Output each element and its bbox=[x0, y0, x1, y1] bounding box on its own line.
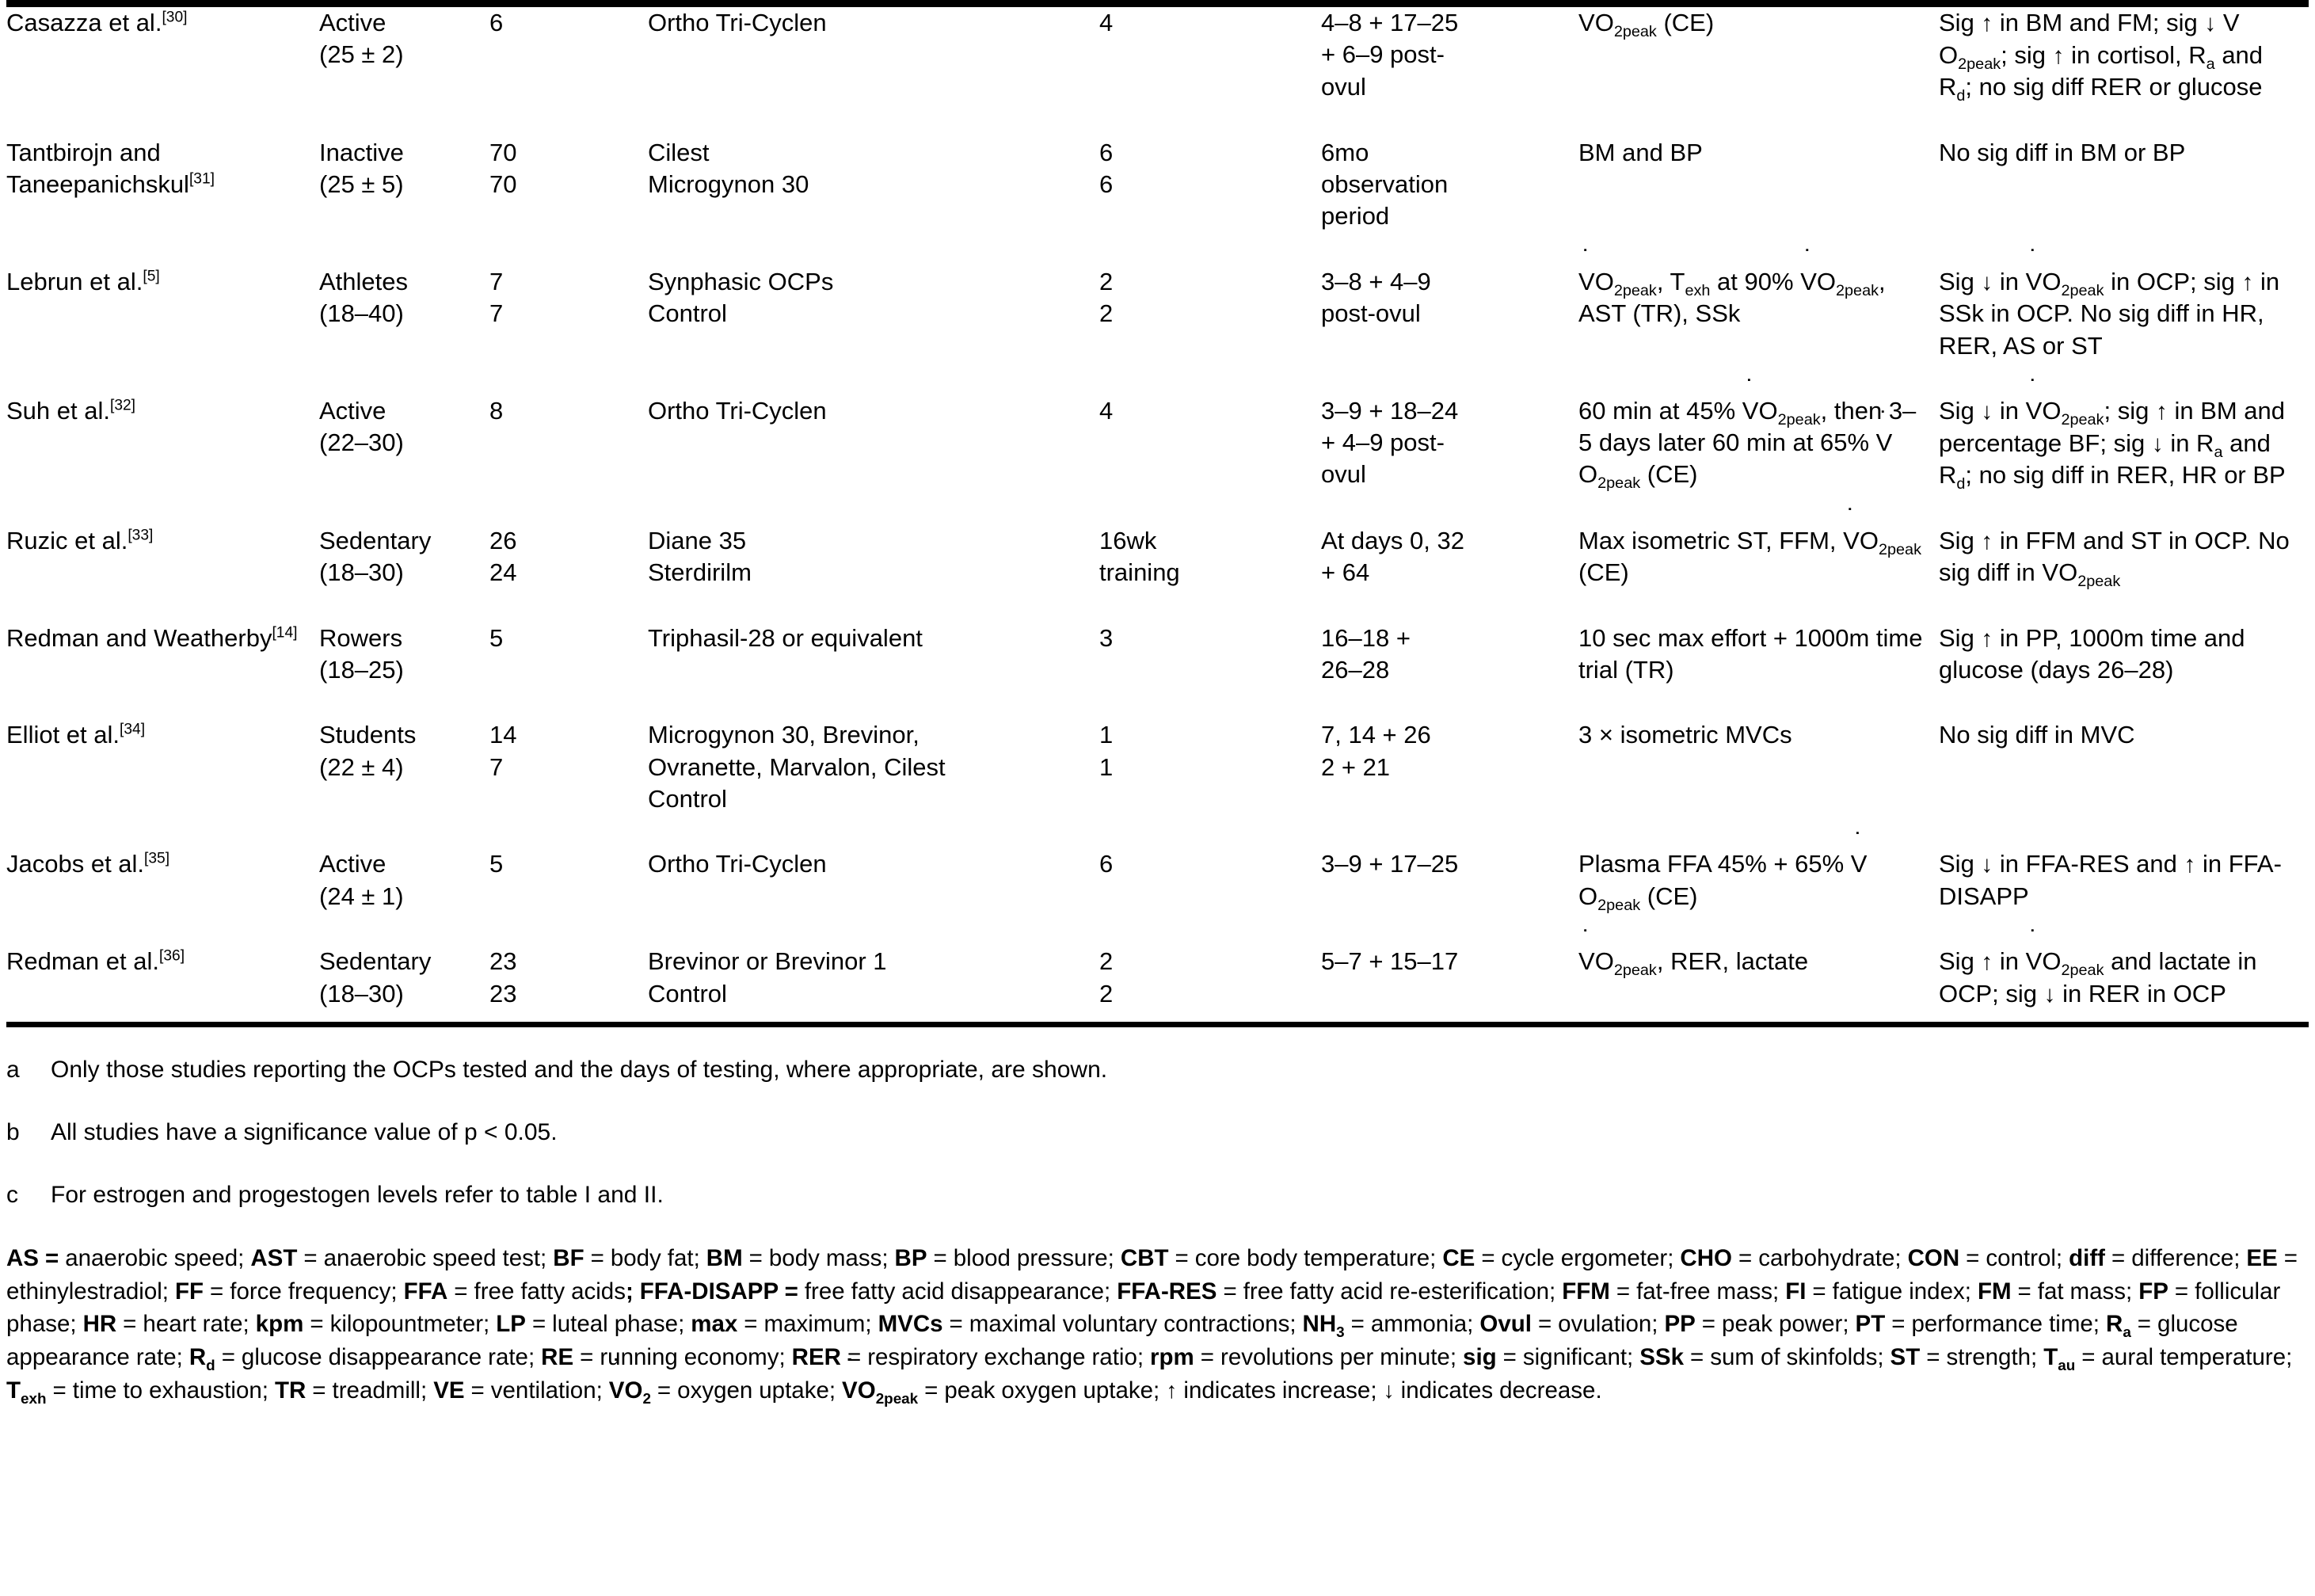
studies-table-body bbox=[6, 7, 2309, 1019]
cell-ocp: Diane 35 Sterdirilm bbox=[648, 526, 752, 586]
cell-ocp: Triphasil-28 or equivalent bbox=[648, 623, 923, 652]
cell-study: Casazza et al.[30] bbox=[6, 9, 188, 36]
footnote-marker: b bbox=[6, 1118, 20, 1145]
cell-days: 16–18 + 26–28 bbox=[1321, 623, 1411, 684]
cell-ocp: Ortho Tri-Cyclen bbox=[648, 850, 827, 878]
table-row bbox=[6, 7, 2309, 137]
cell-days: 4–8 + 17–25 + 6–9 post- ovul bbox=[1321, 9, 1459, 101]
footnote-text: Only those studies reporting the OCPs tested and the days of testing, where appropriate, are shown. bbox=[51, 1056, 1108, 1083]
cell-months: 4 bbox=[1099, 396, 1114, 425]
abbreviations-block: AS = anaerobic speed; AST = anaerobic speed test; BF = body fat; BM = body mass; BP = blood pressure; CBT = core body temperature; CE = cycle ergometer; CHO = carbohydrate; CON = control; diff = difference; EE = ethinylestradiol; FF = force frequency; FFA = free fatty acids; FFA-DISAPP = free fatty acid disappearance; FFA-RES = free fatty acid re-esterification; FFM = fat-free mass; FI = fatigue index; FM = fat mass; FP = follicular phase; HR = heart rate; kpm = kilopountmeter; LP = luteal phase; max = maximum; MVCs = maximal voluntary contractions; $NH_3$ = ammonia; Ovul = ovulation; PP = peak power; PT = performance time; $R_a = glucose$ appearance rate; $R_d = glucose$ disappearance rate; RE = running economy; RER = respiratory exchange ratio; rpm = revolutions per minute; sig = significant; SSk = sum of skinfolds; ST = strength; $T_{au}$ = aural temperature; $T_{exh}$ = time to exhaustion; TR = treadmill; VE = ventilation; ˙ $VO_2$ = oxygen uptake; ˙ $VO_{2peak}$ = peak oxygen uptake; ↑ indicates increase; ↓ indicates decrease. bbox=[6, 1242, 2309, 1407]
cell-subjects: Active (24 ± 1) bbox=[319, 850, 404, 910]
studies-table bbox=[6, 7, 2309, 1019]
cell-study: Jacobs et al.[35] bbox=[6, 850, 170, 878]
cell-results: Sig ↓ in ˙ $VO_{2peak}$; sig ↑ in BM and percentage BF; sig ↓ in $R_a$ and $R_d$; no sig diff in RER, HR or BP bbox=[1939, 395, 2309, 525]
cell-results: No sig diff in BM or BP bbox=[1939, 138, 2186, 166]
footnote-marker: a bbox=[6, 1056, 20, 1083]
table-row bbox=[6, 525, 2309, 623]
cell-measurements: BM and BP bbox=[1578, 138, 1703, 166]
cell-n: 26 24 bbox=[489, 526, 517, 586]
cell-study: Ruzic et al.[33] bbox=[6, 526, 154, 554]
cell-results: Sig ↑ in ˙ $VO_{2peak}$ and lactate in OCP; sig ↓ in RER in OCP bbox=[1939, 946, 2309, 1018]
cell-subjects: Athletes (18–40) bbox=[319, 267, 409, 327]
cell-n: 8 bbox=[489, 396, 504, 425]
cell-results: Sig ↑ in FFM and ST in OCP. No sig diff in ˙ $VO_{2peak}$ bbox=[1939, 525, 2309, 623]
footnote bbox=[6, 1054, 2309, 1085]
cell-n: 5 bbox=[489, 623, 504, 652]
cell-months: 4 bbox=[1099, 9, 1114, 36]
cell-months: 6 bbox=[1099, 850, 1114, 878]
cell-subjects: Active (22–30) bbox=[319, 396, 404, 457]
cell-n: 23 23 bbox=[489, 947, 517, 1007]
cell-results: No sig diff in MVC bbox=[1939, 721, 2135, 749]
cell-measurements: 10 sec max effort + 1000m time trial (TR) bbox=[1578, 623, 1923, 684]
cell-study: Suh et al.[32] bbox=[6, 396, 136, 425]
cell-study: Redman and Weatherby[14] bbox=[6, 623, 298, 652]
cell-subjects: Sedentary (18–30) bbox=[319, 526, 432, 586]
table-bottom-rule bbox=[6, 1022, 2309, 1027]
cell-results: Sig ↓ in FFA-RES and ↑ in FFA-DISAPP bbox=[1939, 850, 2282, 911]
footnote bbox=[6, 1117, 2309, 1148]
cell-study: Elliot et al.[34] bbox=[6, 721, 146, 749]
cell-study: Lebrun et al.[5] bbox=[6, 267, 160, 295]
cell-months: 1 1 bbox=[1099, 721, 1114, 781]
cell-ocp: Ortho Tri-Cyclen bbox=[648, 396, 827, 425]
footnote-text: All studies have a significance value of p < 0.05. bbox=[51, 1118, 558, 1145]
table-row bbox=[6, 848, 2309, 946]
cell-study: Tantbirojn and Taneepanichskul[31] bbox=[6, 138, 215, 198]
footnotes-block bbox=[6, 1054, 2309, 1210]
table-row bbox=[6, 719, 2309, 848]
cell-days: 5–7 + 15–17 bbox=[1321, 947, 1459, 976]
cell-days: 6mo observation period bbox=[1321, 138, 1449, 230]
cell-days: 3–9 + 18–24 + 4–9 post- ovul bbox=[1321, 396, 1459, 489]
cell-ocp: Ortho Tri-Cyclen bbox=[648, 9, 827, 36]
cell-subjects: Sedentary (18–30) bbox=[319, 947, 432, 1007]
cell-results: Sig ↓ in ˙ $VO_{2peak}$ in OCP; sig ↑ in SSk in OCP. No sig diff in HR, RER, AS or ST bbox=[1939, 266, 2309, 395]
cell-n: 6 bbox=[489, 9, 504, 36]
cell-results: Sig ↑ in PP, 1000m time and glucose (days 26–28) bbox=[1939, 623, 2245, 684]
cell-subjects: Inactive (25 ± 5) bbox=[319, 138, 404, 198]
cell-measurements: ˙ $VO_{2peak}$, $T_{exh}$ at 90% ˙ $VO_{2peak}$, AST (TR), SSk bbox=[1578, 266, 1939, 395]
cell-ocp: Microgynon 30, Brevinor, Ovranette, Marvalon, Cilest Control bbox=[648, 721, 946, 813]
cell-n: 14 7 bbox=[489, 721, 517, 781]
footnote-text: For estrogen and progestogen levels refer to table I and II. bbox=[51, 1181, 664, 1208]
table-row bbox=[6, 266, 2309, 395]
cell-ocp: Brevinor or Brevinor 1 Control bbox=[648, 947, 887, 1007]
cell-results: Sig ↑ in BM and FM; sig ↓ ˙ $VO_{2peak}$; sig ↑ in cortisol, $R_a$ and $R_d$; no sig diff RER or glucose bbox=[1939, 7, 2309, 137]
cell-n: 70 70 bbox=[489, 138, 517, 198]
table-row bbox=[6, 623, 2309, 720]
cell-ocp: Synphasic OCPs Control bbox=[648, 267, 834, 327]
table-row bbox=[6, 137, 2309, 266]
cell-study: Redman et al.[36] bbox=[6, 947, 185, 976]
cell-days: 3–9 + 17–25 bbox=[1321, 850, 1459, 878]
table-row bbox=[6, 395, 2309, 525]
cell-months: 16wk training bbox=[1099, 526, 1180, 586]
cell-days: 3–8 + 4–9 post-ovul bbox=[1321, 267, 1431, 327]
cell-months: 3 bbox=[1099, 623, 1114, 652]
cell-n: 7 7 bbox=[489, 267, 504, 327]
cell-subjects: Students (22 ± 4) bbox=[319, 721, 417, 781]
footnote bbox=[6, 1179, 2309, 1210]
cell-measurements: 60 min at 45% ˙ $VO_{2peak}$, then 3–5 days later 60 min at 65% ˙ $VO_{2peak}$ (CE) bbox=[1578, 395, 1939, 525]
table-top-rule bbox=[6, 0, 2309, 7]
cell-measurements: ˙ $VO_{2peak}$, RER, lactate bbox=[1578, 946, 1939, 1018]
cell-measurements: Plasma FFA 45% + 65% ˙ $VO_{2peak}$ (CE) bbox=[1578, 848, 1939, 946]
cell-subjects: Active (25 ± 2) bbox=[319, 9, 404, 69]
cell-measurements: Max isometric ST, FFM, ˙ $VO_{2peak}$ (CE) bbox=[1578, 525, 1939, 623]
cell-months: 2 2 bbox=[1099, 267, 1114, 327]
cell-months: 6 6 bbox=[1099, 138, 1114, 198]
cell-measurements: 3 × isometric MVCs bbox=[1578, 721, 1792, 749]
cell-days: At days 0, 32 + 64 bbox=[1321, 526, 1464, 586]
table-row bbox=[6, 946, 2309, 1018]
cell-n: 5 bbox=[489, 850, 504, 878]
footnote-marker: c bbox=[6, 1181, 18, 1208]
cell-days: 7, 14 + 26 2 + 21 bbox=[1321, 721, 1431, 781]
cell-months: 2 2 bbox=[1099, 947, 1114, 1007]
cell-ocp: Cilest Microgynon 30 bbox=[648, 138, 809, 198]
cell-measurements: ˙ $VO_{2peak}$ (CE) bbox=[1578, 7, 1939, 137]
cell-subjects: Rowers (18–25) bbox=[319, 623, 404, 684]
